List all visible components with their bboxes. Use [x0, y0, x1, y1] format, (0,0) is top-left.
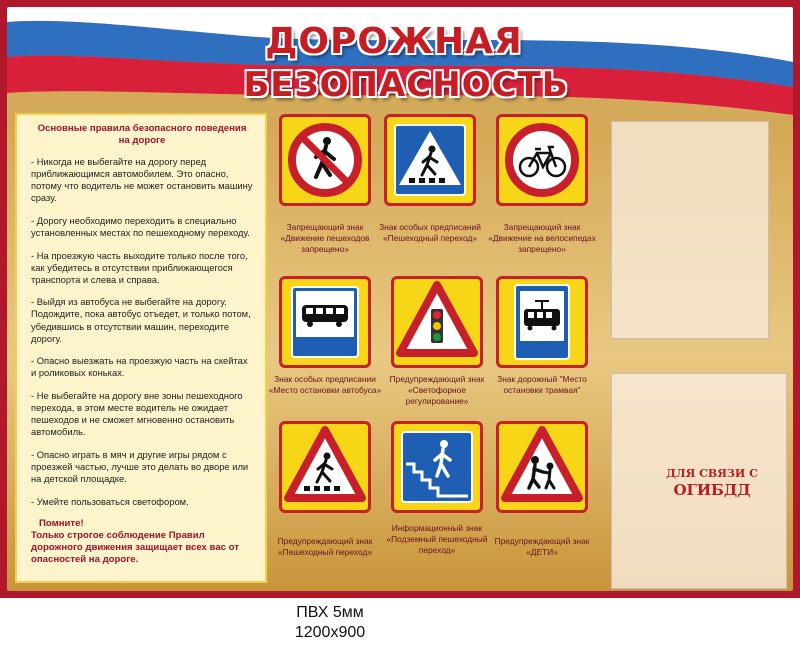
underground-crossing-sign-icon [391, 421, 483, 513]
no-bicycles-sign-icon [496, 114, 588, 206]
rule-item: - Никогда не выбегайте на дорогу перед приближающимся автомобилем. Это опасно, потому что водитель не может остановить машину сразу. [31, 156, 253, 204]
contact-line-1: ДЛЯ СВЯЗИ С [666, 467, 758, 480]
rules-heading: Основные правила безопасного поведения на дороге [37, 123, 247, 146]
rule-item: - Опасно играть в мяч и другие игры рядом с проезжей частью, лучше это делать во дворе или на детской площадке. [31, 448, 249, 484]
rule-item: - Умейте пользоваться светофором. [31, 495, 189, 507]
bus-stop-sign-icon [279, 276, 371, 368]
sign-caption: Информационный знак «Подземный пешеходный переход» [386, 523, 488, 555]
document-pocket-top [611, 121, 769, 339]
sign-caption: Знак дорожный "Место остановки трамвая" [497, 374, 587, 395]
no-pedestrians-sign-icon [279, 114, 371, 206]
rule-item: - Опасно выезжать на проезжую часть на скейтах и роликовых коньках. [31, 355, 248, 379]
sign-caption: Предупреждающий знак «ДЕТИ» [494, 536, 590, 557]
pedestrian-crossing-warning-sign-icon [279, 421, 371, 513]
stand-panel [7, 7, 793, 591]
material-spec [280, 603, 380, 643]
tram-stop-sign-icon [496, 276, 588, 368]
remember-note [31, 518, 253, 566]
sign-caption: Предупреждающий знак «Пешеходный переход» [277, 536, 373, 557]
ogibdd-contact-label [647, 467, 777, 499]
title-line-1: ДОРОЖНАЯ [265, 21, 523, 62]
sign-caption: Предупреждающий знак «Светофорное регулирование» [389, 374, 485, 406]
sign-caption: Знак особых предписании «Место остановки автобуса» [268, 374, 382, 395]
remember-label: Помните! [39, 518, 84, 530]
rule-item: - Дорогу необходимо переходить в специально установленных местах по пешеходному переходу. [31, 214, 250, 238]
sign-caption: Запрещающий знак «Движение на велосипедах запрещено» [488, 222, 596, 254]
rule-item: - Не выбегайте на дорогу вне зоны пешеходного перехода, в этом месте водитель не ожидает пешеходов и не сможет мгновенно остановить автомобиль. [31, 389, 243, 438]
rule-item: - На проезжую часть выходите только после того, как убедитесь в отсутствии приближающегося транспорта и слева и справа. [31, 249, 248, 285]
title-line-2: БЕЗОПАСНОСТЬ [243, 65, 569, 105]
children-warning-sign-icon [496, 421, 588, 513]
safety-rules-panel [15, 113, 267, 583]
sign-caption: Запрещающий знак «Движение пешеходов запрещено» [280, 222, 370, 254]
sign-caption: Знак особых предписаний «Пешеходный переход» [379, 222, 481, 243]
traffic-light-warning-sign-icon [391, 276, 483, 368]
remember-text: Только строгое соблюдение Правил дорожного движения защищает всех вас от опасностей на дороге. [31, 530, 239, 566]
contact-line-2: ОГИБДД [673, 481, 751, 499]
pedestrian-crossing-sign-icon [384, 114, 476, 206]
material-line-2: 1200x900 [294, 624, 366, 641]
rule-item: - Выйдя из автобуса не выбегайте на дорогу. Подождите, пока автобус отъедет, и только потом, убедившись в отсутствии машин, переходите дорогу. [31, 296, 251, 344]
material-line-1: ПВХ 5мм [296, 604, 364, 621]
